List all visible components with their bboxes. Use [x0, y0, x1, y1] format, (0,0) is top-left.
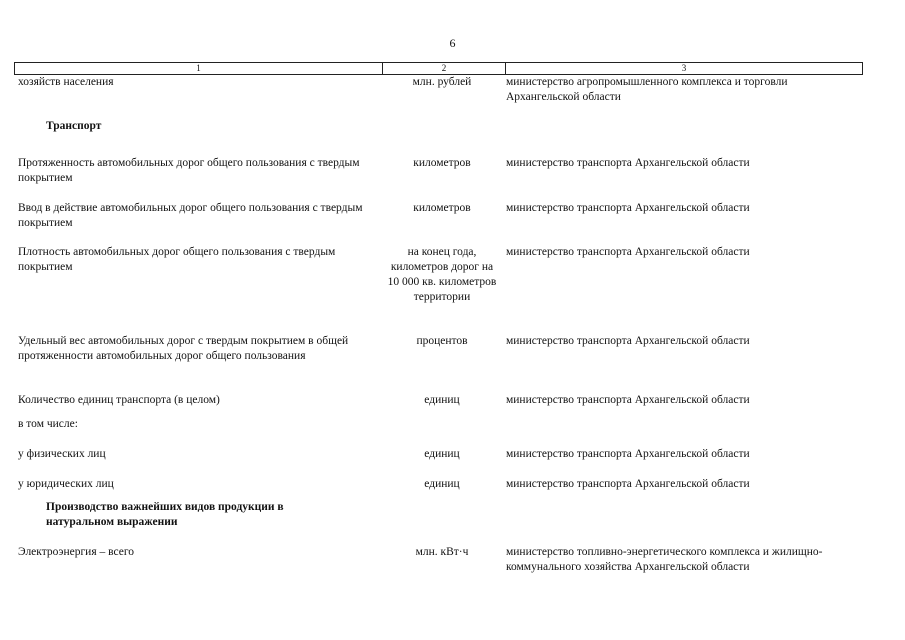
column-number-1: 1 [15, 63, 383, 74]
source-cell: министерство транспорта Архангельской области [506, 394, 750, 406]
source-cell: министерство транспорта Архангельской области [506, 202, 750, 214]
unit-cell: километров [413, 202, 471, 214]
page-number: 6 [449, 36, 456, 50]
table-row [18, 201, 861, 245]
table-row [18, 156, 861, 201]
section-heading: Производство важнейших видов продукции в натуральном выражении [46, 501, 284, 528]
indicator-cell: у физических лиц [18, 448, 106, 460]
unit-cell: километров [413, 157, 471, 169]
section-heading-row [18, 119, 861, 156]
source-cell: министерство транспорта Архангельской области [506, 448, 750, 460]
table-row [18, 447, 861, 477]
table-row [18, 393, 861, 417]
unit-cell: на конец года, километров дорог на 10 000 кв. километров территории [387, 246, 497, 303]
section-heading-row [18, 500, 861, 545]
table-row [18, 477, 861, 500]
table-row [18, 417, 861, 447]
column-number-3: 3 [681, 63, 687, 73]
indicator-cell: у юридических лиц [18, 478, 114, 490]
source-cell: министерство транспорта Архангельской области [506, 246, 750, 258]
table-row [18, 75, 861, 119]
indicator-cell: Количество единиц транспорта (в целом) [18, 394, 220, 406]
indicator-table [18, 75, 861, 579]
source-cell: министерство агропромышленного комплекса и торговли Архангельской области [506, 76, 788, 103]
indicator-cell: Плотность автомобильных дорог общего пользования с твердым покрытием [18, 246, 336, 273]
indicator-cell: в том числе: [18, 418, 78, 430]
source-cell: министерство топливно-энергетического комплекса и жилищно-коммунального хозяйства Архангельской области [506, 546, 823, 573]
unit-cell: млн. кВт·ч [415, 546, 469, 558]
indicator-cell: хозяйств населения [18, 76, 114, 88]
table-row [18, 245, 861, 334]
column-number-2: 2 [383, 63, 506, 74]
unit-cell: единиц [424, 478, 460, 490]
unit-cell: единиц [424, 448, 460, 460]
source-cell: министерство транспорта Архангельской области [506, 335, 750, 347]
indicator-cell: Ввод в действие автомобильных дорог общего пользования с твердым покрытием [18, 202, 363, 229]
table-row [18, 334, 861, 393]
source-cell: министерство транспорта Архангельской области [506, 157, 750, 169]
table-column-header [14, 62, 863, 75]
indicator-cell: Протяженность автомобильных дорог общего пользования с твердым покрытием [18, 157, 360, 184]
indicator-cell: Удельный вес автомобильных дорог с твердым покрытием в общей протяженности автомобильных дорог общего пользования [18, 335, 349, 362]
table-row [18, 545, 861, 579]
source-cell: министерство транспорта Архангельской области [506, 478, 750, 490]
unit-cell: процентов [416, 335, 468, 347]
section-heading: Транспорт [46, 120, 102, 132]
unit-cell: млн. рублей [412, 76, 472, 88]
indicator-cell: Электроэнергия – всего [18, 546, 135, 558]
unit-cell: единиц [424, 394, 460, 406]
